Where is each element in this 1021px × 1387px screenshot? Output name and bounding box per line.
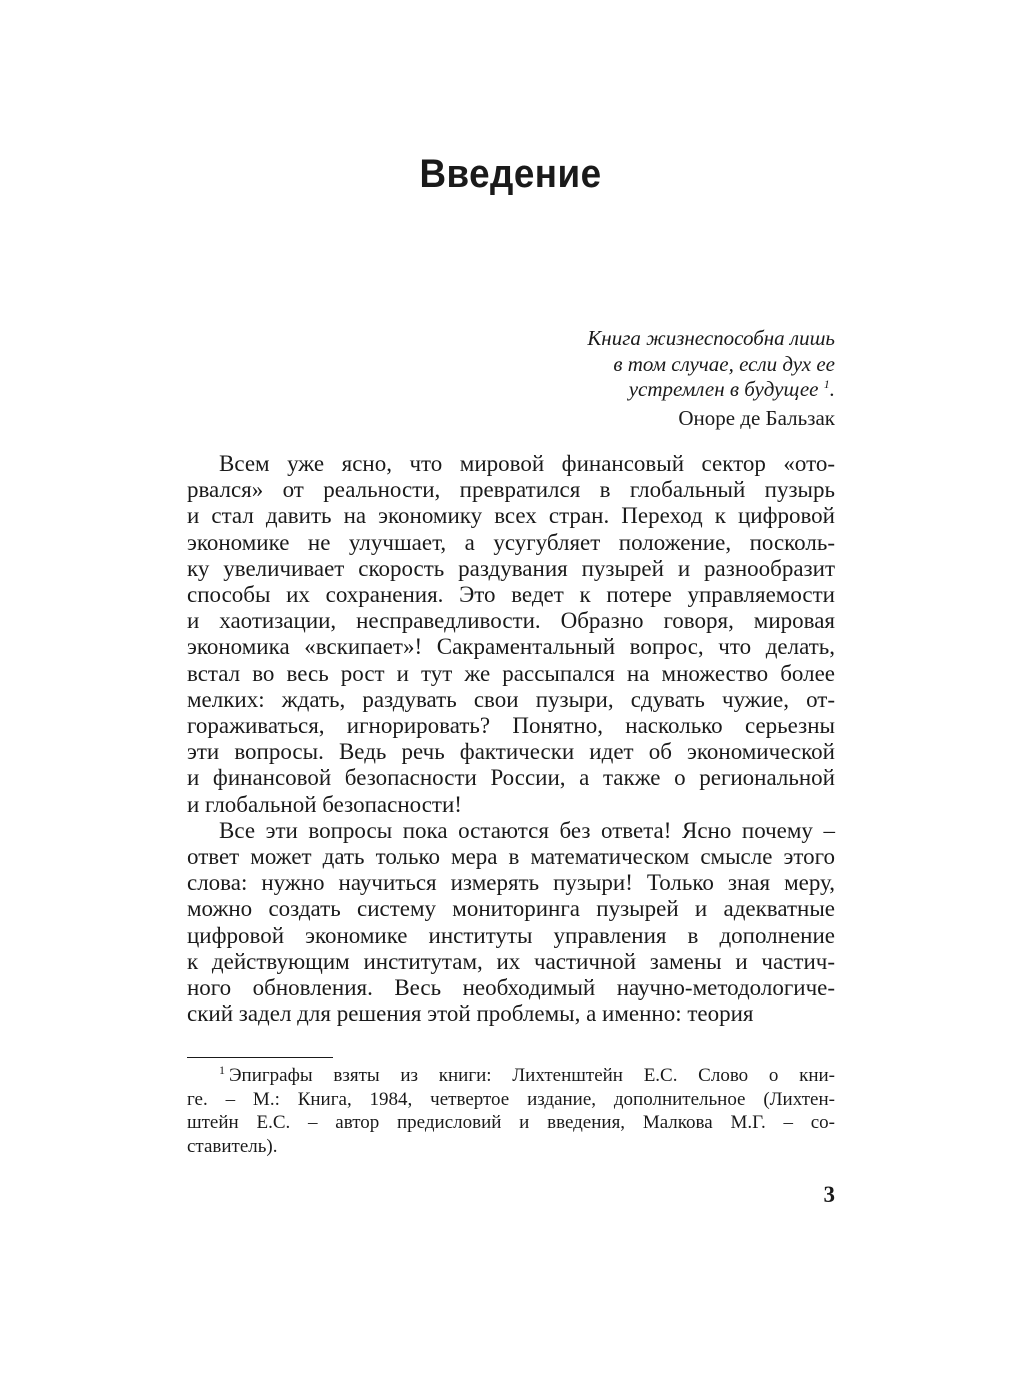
footnote-line: ставитель). (187, 1135, 278, 1157)
text-line: встал во весь рост и тут же рассыпался на множество более (187, 660, 835, 686)
text-line: ский задел для решения этой проблемы, а именно: теория (187, 1001, 754, 1027)
epigraph-line (415, 377, 835, 403)
page-number: 3 (823, 1182, 835, 1207)
footnote-line-text: Эпиграфы взяты из книги: Лихтенштейн Е.С. Слово о кни- (229, 1065, 835, 1086)
text-line: к действующим институтам, их частичной замены и частич- (187, 948, 835, 974)
footnote-line (187, 1064, 835, 1088)
text-line: экономике не улучшает, а усугубляет положение, посколь- (187, 529, 835, 555)
text-line: цифровой экономике институты управления в дополнение (187, 922, 835, 948)
epigraph-line-text: устремлен в будущее (628, 377, 819, 401)
footnote-line: штейн Е.С. – автор предисловий и введения, Малкова М.Г. – со- (187, 1112, 835, 1133)
text-line: способы их сохранения. Это ведет к потере управляемости (187, 582, 835, 608)
text-line: слова: нужно научиться измерять пузыри! Только зная меру, (187, 870, 835, 896)
text-line: эти вопросы. Ведь речь фактически идет об экономической (187, 739, 835, 765)
text-line: и глобальной безопасности! (187, 791, 462, 817)
text-line: ку увеличивает скорость раздувания пузырей и разнообразит (187, 555, 835, 581)
text-line: и финансовой безопасности России, а также о региональной (187, 765, 835, 791)
chapter-title: Введение (419, 152, 602, 196)
epigraph-line: Книга жизнеспособна лишь (587, 326, 835, 350)
text-line: рвался» от реальности, превратился в глобальный пузырь (187, 477, 835, 503)
text-line: и хаотизации, несправедливости. Образно говоря, мировая (187, 608, 835, 634)
text-line: ответ может дать только мера в математическом смысле этого (187, 844, 835, 870)
paragraph (187, 818, 835, 1028)
footnote-line: ге. – М.: Книга, 1984, четвертое издание, дополнительное (Лихтен- (187, 1088, 835, 1110)
text-line: Всем уже ясно, что мировой финансовый сектор «ото- (219, 451, 835, 476)
epigraph-line: в том случае, если дух ее (613, 351, 835, 376)
text-line: мелких: ждать, раздувать свои пузыри, сдувать чужие, от- (187, 686, 835, 712)
text-line: экономика «вскипает»! Сакраментальный вопрос, что делать, (187, 634, 835, 660)
footnote-reference[interactable]: 1 (823, 377, 830, 391)
footnote-marker: 1 (219, 1062, 225, 1077)
text-line: Все эти вопросы пока остаются без ответа! Ясно почему – (219, 817, 835, 843)
epigraph-author: Оноре де Бальзак (678, 405, 835, 430)
body-text (187, 451, 835, 1027)
footnote (187, 1064, 835, 1158)
text-line: и стал давить на экономику всех стран. Переход к цифровой (187, 503, 835, 529)
text-line: гораживаться, игнорировать? Понятно, насколько серьезны (187, 713, 835, 739)
footnote-divider (187, 1057, 333, 1058)
text-line: ного обновления. Весь необходимый научно-методологиче- (187, 975, 835, 1001)
epigraph-punctuation: . (829, 377, 835, 401)
paragraph (187, 451, 835, 818)
text-line: можно создать систему мониторинга пузырей и адекватные (187, 896, 835, 922)
epigraph (415, 326, 835, 431)
